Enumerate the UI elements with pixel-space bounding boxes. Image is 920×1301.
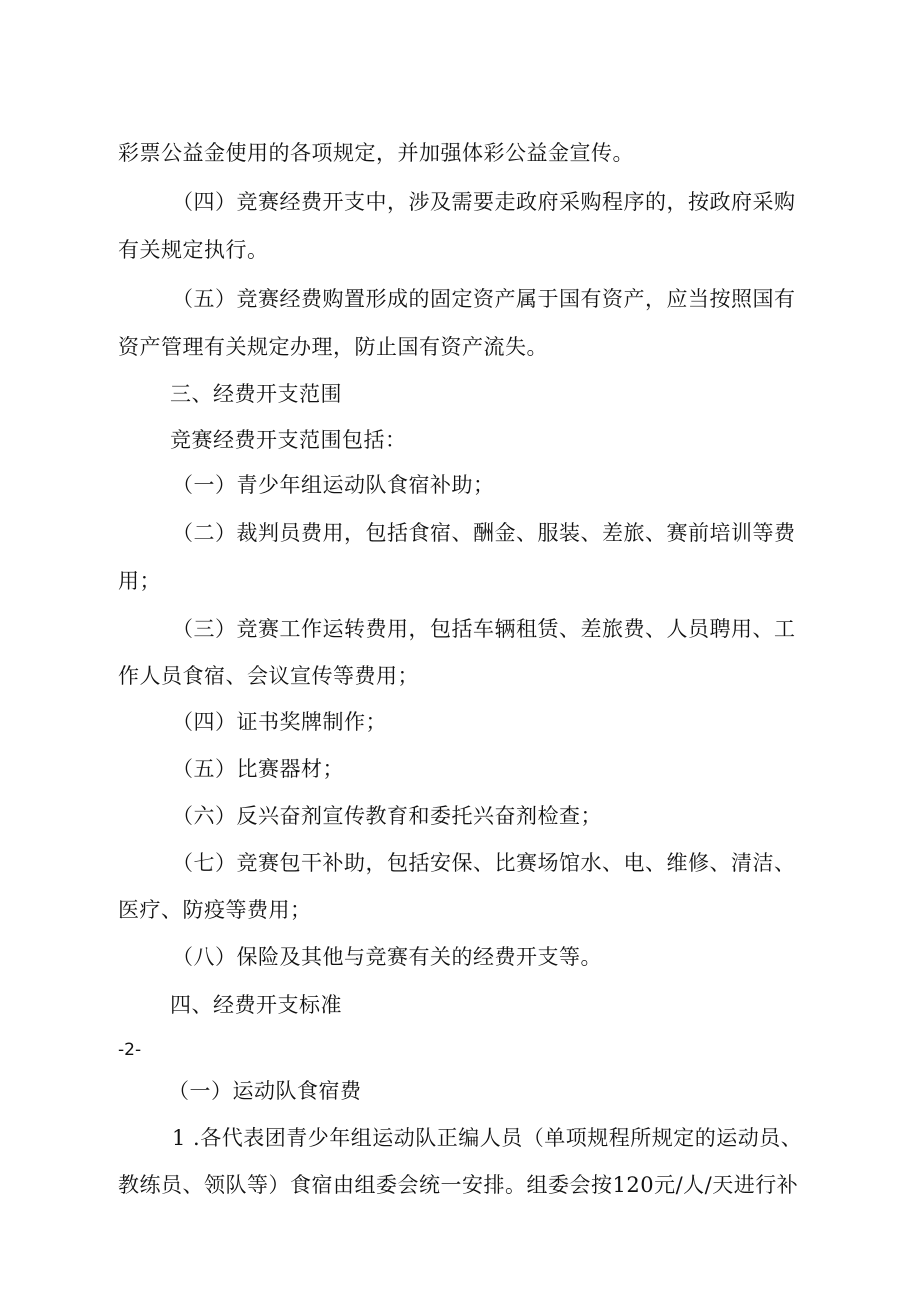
text-line: 竞赛经费开支范围包括： [170, 428, 407, 452]
text-line: （五）竞赛经费购置形成的固定资产属于国有资产，应当按照国有 [172, 287, 796, 311]
list-item: （三）竞赛工作运转费用，包括车辆租赁、差旅费、人员聘用、工 [172, 617, 796, 641]
text-line: 教练员、领队等）食宿由组委会统一安排。组委会按120元/人/天进行补 [118, 1173, 799, 1197]
section-heading: 四、经费开支标准 [170, 993, 342, 1017]
list-item: （四）证书奖牌制作； [172, 710, 387, 734]
text-line: （四）竞赛经费开支中，涉及需要走政府采购程序的，按政府采购 [172, 190, 796, 214]
text-line: 医疗、防疫等费用； [118, 898, 312, 922]
subsection-heading: （一）运动队食宿费 [168, 1079, 362, 1103]
list-item: （六）反兴奋剂宣传教育和委托兴奋剂检查； [172, 804, 602, 828]
text-line: 资产管理有关规定办理，防止国有资产流失。 [118, 335, 548, 359]
text-line: 彩票公益金使用的各项规定，并加强体彩公益金宣传。 [118, 141, 634, 165]
list-item: （一）青少年组运动队食宿补助； [172, 473, 495, 497]
list-item: （二）裁判员费用，包括食宿、酬金、服装、差旅、赛前培训等费 [172, 521, 796, 545]
list-item: （七）竞赛包干补助，包括安保、比赛场馆水、电、维修、清洁、 [172, 851, 796, 875]
page-number: -2- [118, 1040, 142, 1060]
text-line: 作人员食宿、会议宣传等费用； [118, 664, 419, 688]
section-heading: 三、经费开支范围 [170, 382, 342, 406]
list-item: （八）保险及其他与竞赛有关的经费开支等。 [172, 945, 602, 969]
text-line: 用； [118, 569, 161, 593]
text-line: 1 .各代表团青少年组运动队正编人员（单项规程所规定的运动员、 [172, 1126, 803, 1150]
list-item: （五）比赛器材； [172, 757, 344, 781]
text-line: 有关规定执行。 [118, 238, 269, 262]
